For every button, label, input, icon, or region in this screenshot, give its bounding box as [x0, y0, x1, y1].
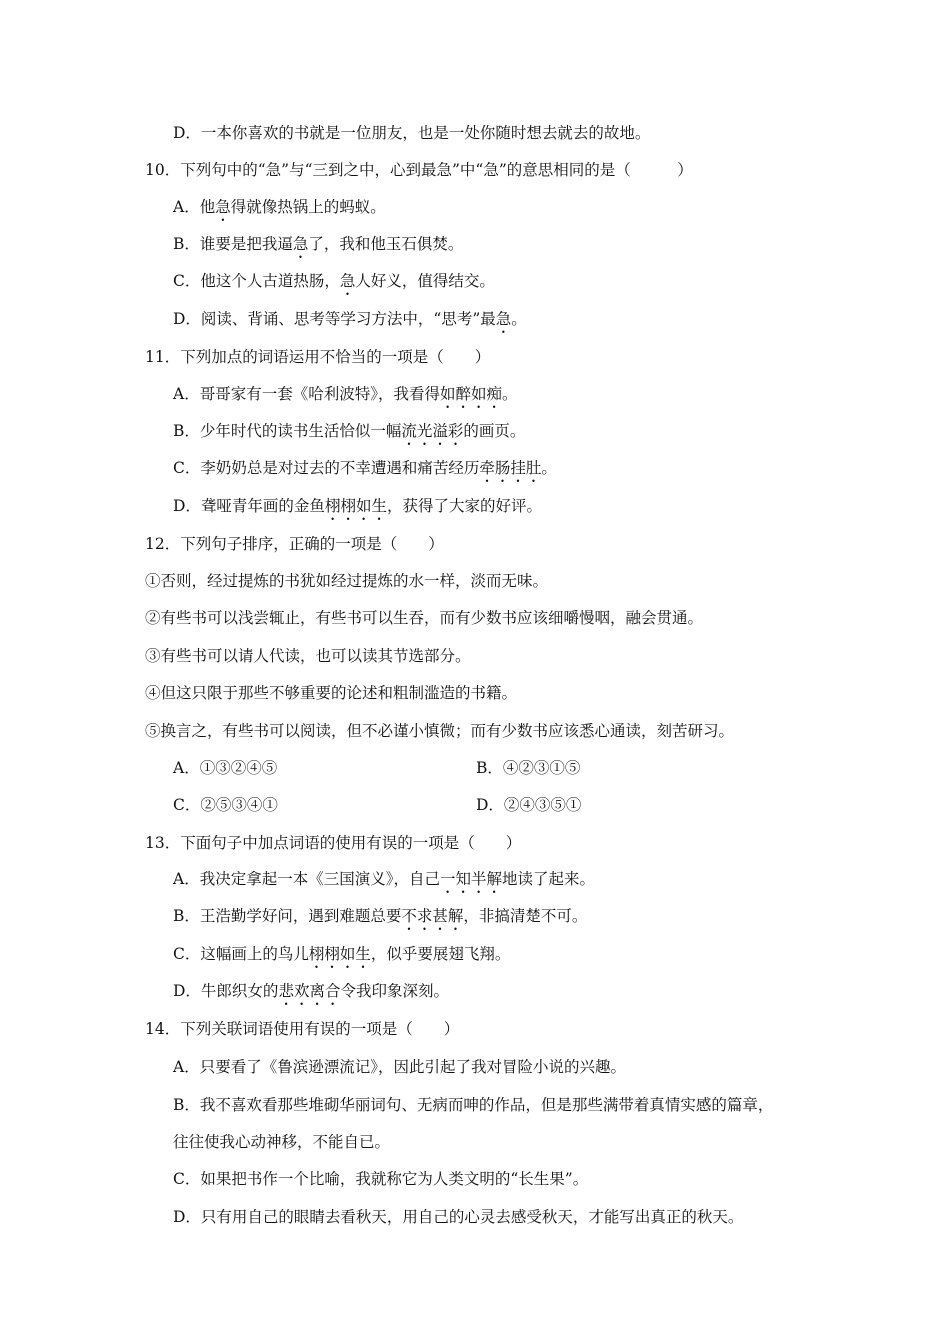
- text: A．我决定拿起一本《三国演义》，自己: [173, 870, 440, 888]
- q14-option-b: B．我不喜欢看那些堆砌华丽词句、无病而呻的作品，但是那些满带着真情实感的篇章，: [173, 1096, 774, 1114]
- q10-option-d: [173, 308, 527, 337]
- q12-stem: 12．下列句子排序，正确的一项是（ ）: [145, 535, 444, 553]
- text: 。: [541, 459, 557, 477]
- text: 人好义，值得结交。: [355, 272, 495, 290]
- q11-option-a: [173, 383, 517, 412]
- text: ，非搞清楚不可。: [463, 907, 588, 925]
- text: D．聋哑青年画的金鱼: [173, 497, 325, 515]
- text: B．谁要是把我逼: [173, 235, 293, 253]
- q9-option-d: D．一本你喜欢的书就是一位朋友，也是一处你随时想去就去的故地。: [173, 124, 651, 142]
- dotted-word: 急: [292, 235, 309, 253]
- q14-option-d: D．只有用自己的眼睛去看秋天，用自己的心灵去感受秋天，才能写出真正的秋天。: [173, 1208, 744, 1226]
- text: 令我印象深刻。: [340, 982, 449, 1000]
- dotted-word: 如醉如痴: [439, 385, 502, 403]
- q14-option-a: A．只要看了《鲁滨逊漂流记》，因此引起了我对冒险小说的兴趣。: [173, 1058, 626, 1076]
- text: 得就像热锅上的蚂蚁。: [230, 198, 386, 216]
- text: A．哥哥家有一套《哈利波特》，我看得: [173, 385, 440, 403]
- q12-sentence-2: ②有些书可以浅尝辄止，有些书可以生吞，而有少数书应该细嚼慢咽，融会贯通。: [145, 609, 704, 627]
- q13-option-d: [173, 980, 449, 1009]
- q13-stem: 13．下面句子中加点词语的使用有误的一项是（ ）: [145, 834, 522, 852]
- q10-option-c: [173, 270, 495, 299]
- text: C．这幅画上的鸟儿: [173, 945, 309, 963]
- q13-option-b: [173, 905, 587, 934]
- text: 。: [501, 385, 518, 403]
- q12-sentence-5: ⑤换言之，有些书可以阅读，但不必谨小慎微；而有少数书应该悉心通读，刻苦研习。: [145, 722, 735, 740]
- q12-sentence-4: ④但这只限于那些不够重要的论述和粗制滥造的书籍。: [145, 684, 518, 702]
- dotted-word: 一知半解: [439, 870, 502, 888]
- text: 了，我和他玉石俱焚。: [308, 235, 464, 253]
- text: C．李奶奶总是对过去的不幸遭遇和痛苦经历: [173, 459, 480, 477]
- q12-option-c: C．②⑤③④①: [173, 796, 278, 814]
- text: ，似乎要展翅飞翔。: [370, 945, 511, 963]
- dotted-word: 牵肠挂肚: [479, 459, 542, 477]
- dotted-word: 栩栩如生: [324, 497, 387, 515]
- q14-stem: 14．下列关联词语使用有误的一项是（ ）: [145, 1020, 460, 1038]
- dotted-word: 悲欢离合: [278, 982, 341, 1000]
- dotted-word: 流光溢彩: [401, 422, 464, 440]
- dotted-word: 栩栩如生: [308, 945, 371, 963]
- text: D．牛郎织女的: [173, 982, 279, 1000]
- q10-stem: 10．下列句中的“急”与“三到之中，心到最急”中“急”的意思相同的是（ ）: [145, 161, 693, 179]
- q14-option-c: C．如果把书作一个比喻，我就称它为人类文明的“长生果”。: [173, 1170, 589, 1188]
- q11-option-c: [173, 457, 557, 486]
- q11-option-b: [173, 420, 525, 449]
- q13-option-a: [173, 868, 595, 897]
- q13-option-c: [173, 943, 510, 972]
- text: A．他: [173, 198, 216, 216]
- text: B．少年时代的读书生活恰似一幅: [173, 422, 402, 440]
- text: ，获得了大家的好评。: [386, 497, 542, 515]
- text: B．王浩勤学好问，遇到难题总要: [173, 907, 402, 925]
- q12-sentence-3: ③有些书可以请人代读，也可以读其节选部分。: [145, 647, 471, 665]
- dotted-word: 不求甚解: [401, 907, 464, 925]
- q12-option-a: A．①③②④⑤: [173, 759, 278, 777]
- q12-option-d: D．②④③⑤①: [476, 796, 582, 814]
- text: C．他这个人古道热肠，: [173, 272, 340, 290]
- q10-option-a: [173, 196, 386, 225]
- text: 地读了起来。: [501, 870, 595, 888]
- dotted-word: 急: [495, 310, 512, 328]
- q14-option-b-cont: 往往使我心动神移，不能自已。: [173, 1133, 391, 1151]
- q10-option-b: [173, 233, 463, 262]
- text: 。: [511, 310, 527, 328]
- q11-option-d: [173, 495, 542, 524]
- text: 的画页。: [463, 422, 526, 440]
- q12-option-b: B．④②③①⑤: [476, 759, 581, 777]
- dotted-word: 急: [339, 272, 356, 290]
- text: D．阅读、背诵、思考等学习方法中，“思考”最: [173, 310, 496, 328]
- dotted-word: 急: [215, 198, 231, 216]
- q12-sentence-1: ①否则，经过提炼的书犹如经过提炼的水一样，淡而无味。: [145, 572, 549, 590]
- q11-stem: 11．下列加点的词语运用不恰当的一项是（ ）: [145, 348, 491, 366]
